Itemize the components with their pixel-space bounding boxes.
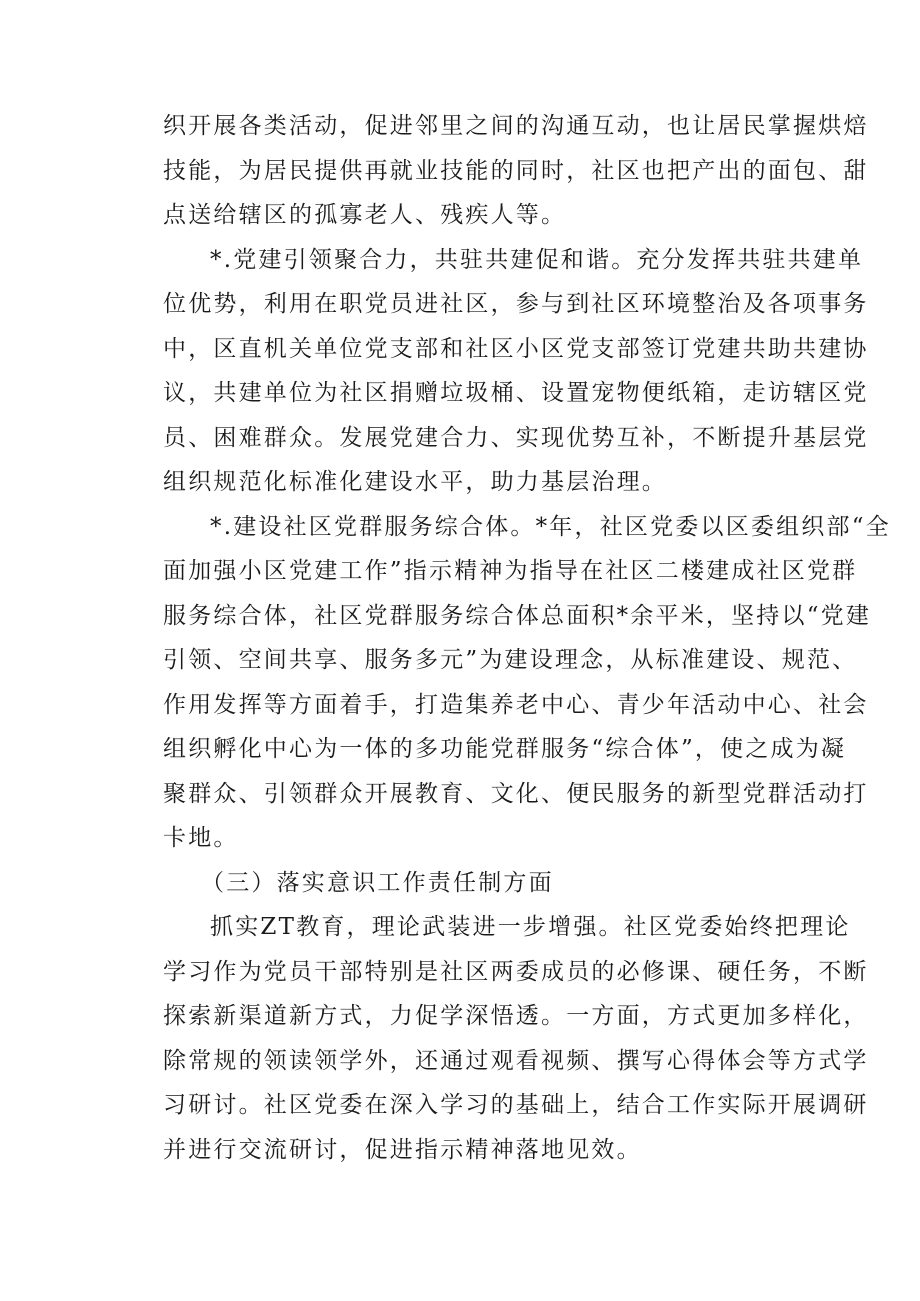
paragraph-service-complex (163, 505, 891, 861)
text-line: 议，共建单位为社区捐赠垃圾桶、设置宠物便纸箱，走访辖区党 (163, 380, 869, 406)
document-body (163, 104, 891, 1172)
text-line: *.建设社区党群服务综合体。*年，社区党委以区委组织部“全 (210, 513, 891, 540)
text-line: 服务综合体，社区党群服务综合体总面积*余平米，坚持以“党建 (163, 602, 872, 629)
text-line: 技能，为居民提供再就业技能的同时，社区也把产出的面包、甜 (163, 157, 869, 184)
text-line: 点送给辖区的孤寡老人、残疾人等。 (163, 202, 567, 228)
text-line: 引领、空间共享、服务多元”为建设理念，从标准建设、规范、 (163, 647, 858, 673)
text-line: 抓实ZT教育，理论武装进一步增强。社区党委始终把理论 (210, 914, 851, 940)
text-line: 位优势，利用在职党员进社区，参与到社区环境整治及各项事务 (163, 291, 869, 317)
section-heading (163, 861, 803, 906)
text-line: 探索新渠道新方式，力促学深悟透。一方面，方式更加多样化， (163, 1003, 869, 1029)
text-line: 作用发挥等方面着手，打造集养老中心、青少年活动中心、社会 (163, 691, 869, 718)
text-line: *.党建引领聚合力，共驻共建促和谐。充分发挥共驻共建单 (210, 246, 864, 273)
text-line: 卡地。 (163, 825, 239, 851)
section-heading-text: （三）落实意识工作责任制方面 (201, 869, 554, 896)
text-line: 学习作为党员干部特别是社区两委成员的必修课、硬任务，不断 (163, 958, 869, 985)
paragraph-zt-education (163, 905, 869, 1172)
paragraph-party-building-cohesion (163, 238, 869, 505)
text-line: 中，区直机关单位党支部和社区小区党支部签订党建共助共建协 (163, 335, 869, 362)
text-line: 面加强小区党建工作”指示精神为指导在社区二楼建成社区党群 (163, 558, 858, 584)
text-line: 除常规的领读领学外，还通过观看视频、撰写心得体会等方式学 (163, 1047, 869, 1074)
paragraph-continuation (163, 104, 869, 238)
text-line: 组织规范化标准化建设水平，助力基层治理。 (163, 469, 667, 495)
text-line: 员、困难群众。发展党建合力、实现优势互补，不断提升基层党 (163, 424, 869, 451)
text-line: 习研讨。社区党委在深入学习的基础上，结合工作实际开展调研 (163, 1092, 869, 1118)
text-line: 聚群众、引领群众开展教育、文化、便民服务的新型党群活动打 (163, 780, 869, 807)
text-line: 组织孵化中心为一体的多功能党群服务“综合体”，使之成为凝 (163, 736, 847, 762)
text-line: 并进行交流研讨，促进指示精神落地见效。 (163, 1136, 642, 1163)
text-line: 织开展各类活动，促进邻里之间的沟通互动，也让居民掌握烘焙 (163, 113, 869, 139)
